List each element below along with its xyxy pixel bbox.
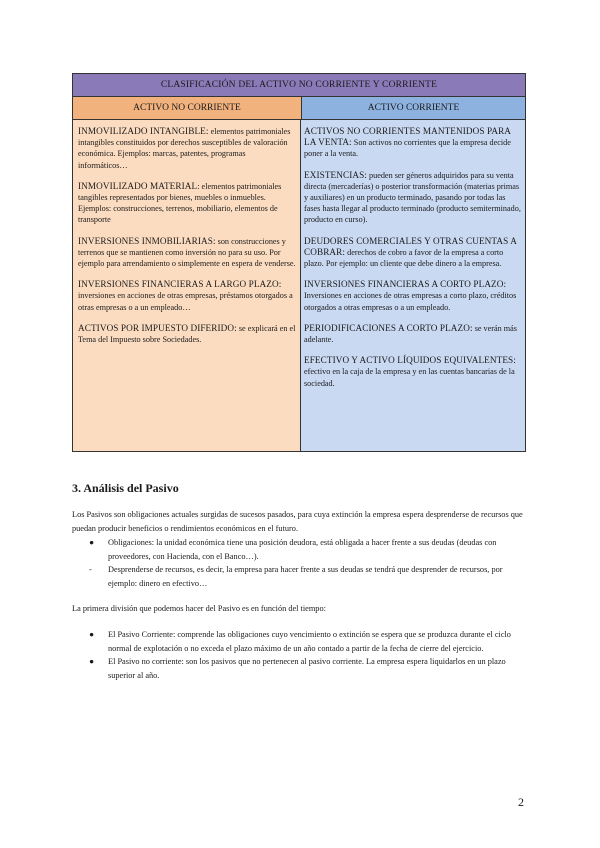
entry-efectivo — [304, 355, 521, 389]
list-item — [72, 655, 528, 682]
division-paragraph: La primera división que podemos hacer del Pasivo es en función del tiempo: — [72, 604, 326, 613]
entry-periodificaciones — [304, 323, 521, 345]
table-body — [73, 120, 525, 451]
list-item — [72, 536, 528, 563]
entry-text: Son activos no corrientes que la empresa decide poner a la venta. — [304, 138, 511, 159]
entry-deudores-comerciales — [304, 236, 521, 270]
entry-text: inversiones en acciones de otras empresas, préstamos otorgados a otras empresas o a un empleado… — [78, 291, 293, 312]
entry-text: se verán más adelante. — [304, 323, 517, 345]
bullet-marker: ● — [89, 630, 95, 639]
list-item — [72, 628, 528, 655]
dash-marker: - — [89, 565, 92, 575]
entry-text: efectivo en la caja de la empresa y en las cuentas bancarias de la sociedad. — [304, 367, 515, 388]
list-item-text: El Pasivo Corriente: comprende las obligaciones cuyo vencimiento o extinción se espera que se produzca durante el ciclo normal de explotación o no exceda el plazo máximo de un año contado a partir de la fecha de cierre del ejercicio. — [108, 630, 511, 653]
entry-activos-mantenidos-venta — [304, 126, 521, 160]
list-item-text: El Pasivo no corriente: son los pasivos que no pertenecen al pasivo corriente. La empresa espera liquidarlos en un plazo superior al año. — [108, 657, 506, 680]
entry-term: ACTIVOS NO CORRIENTES MANTENIDOS PARA LA VENTA: — [304, 126, 511, 148]
pasivo-features-list — [72, 536, 528, 590]
bullet-marker: ● — [89, 657, 95, 667]
entry-term: INMOVILIZADO MATERIAL — [78, 180, 198, 191]
entry-text: se explicará en el Tema del Impuesto sobre Sociedades. — [78, 323, 296, 345]
entry-inversiones-inmobiliarias — [78, 236, 296, 270]
entry-term: INVERSIONES FINANCIERAS A LARGO PLAZO: — [78, 279, 282, 290]
entry-term: INVERSIONES FINANCIERAS A CORTO PLAZO: — [304, 279, 507, 290]
entry-text: Inversiones en acciones de otras empresas a corto plazo, créditos otorgados a otras empresas o a un empleado. — [304, 291, 517, 312]
list-item-text: Obligaciones: la unidad económica tiene una posición deudora, está obligada a hacer frente a sus deudas (deudas con proveedores, con Hacienda, con el Banco…). — [108, 538, 497, 561]
classification-table — [72, 73, 526, 452]
header-activo-no-corriente: ACTIVO NO CORRIENTE — [73, 97, 302, 119]
entry-text: derechos de cobro a favor de la empresa a corto plazo. Por ejemplo: un cliente que debe dinero a la empresa. — [304, 247, 504, 269]
list-item — [72, 563, 528, 590]
list-item-text: Desprenderse de recursos, es decir, la empresa para hacer frente a sus deudas se tendrá que desprender de recursos, por ejemplo: dinero en efectivo… — [108, 565, 503, 588]
entry-inmovilizado-intangible — [78, 126, 296, 171]
bullet-marker: ● — [89, 538, 95, 547]
entry-term: INVERSIONES INMOBILIARIAS: — [78, 235, 216, 246]
entry-inversiones-financieras-cp — [304, 279, 521, 313]
table-header-row — [73, 97, 525, 120]
pasivo-types-list — [72, 628, 528, 682]
entry-text: son construcciones y terrenos que se mantienen como inversión no para su uso. Por ejemplo para arrendamiento o simplemente en espera de venderse. — [78, 236, 296, 269]
column-activo-corriente — [301, 120, 525, 451]
header-activo-corriente: ACTIVO CORRIENTE — [302, 97, 525, 119]
entry-text: : elementos patrimoniales tangibles representados por bienes, muebles o inmuebles. Ejemplos: construcciones, terrenos, mobiliario, elementos de transporte — [78, 181, 282, 225]
entry-text: pueden ser géneros adquiridos para su venta directa (mercaderías) o posterior transformación (materias primas y auxiliares) en un producto terminado, pasando por todas las fases hasta llegar al producto terminado (producto semiterminado, producto en curso). — [304, 170, 521, 225]
entry-inversiones-financieras-lp — [78, 279, 296, 313]
entry-term: EXISTENCIAS: — [304, 169, 367, 180]
entry-term: DEUDORES COMERCIALES Y OTRAS CUENTAS A COBRAR: — [304, 235, 517, 257]
entry-activos-impuesto-diferido — [78, 323, 296, 345]
page-number: 2 — [518, 795, 524, 809]
entry-existencias — [304, 170, 521, 226]
intro-paragraph: Los Pasivos son obligaciones actuales surgidas de sucesos pasados, para cuya extinción la empresa espera desprenderse de recursos que puedan producir beneficios o rendimientos económicos en el futuro. — [72, 510, 523, 533]
entry-inmovilizado-material — [78, 181, 296, 226]
column-activo-no-corriente — [73, 120, 301, 451]
entry-term: EFECTIVO Y ACTIVO LÍQUIDOS EQUIVALENTES: — [304, 355, 516, 366]
entry-term: PERIODIFICACIONES A CORTO PLAZO: — [304, 322, 473, 333]
section-heading: 3. Análisis del Pasivo — [72, 481, 179, 495]
entry-term: ACTIVOS POR IMPUESTO DIFERIDO: — [78, 322, 237, 333]
table-title: CLASIFICACIÓN DEL ACTIVO NO CORRIENTE Y CORRIENTE — [73, 74, 525, 97]
entry-term: INMOVILIZADO INTANGIBLE: — [78, 126, 209, 136]
entry-text: elementos patrimoniales intangibles constituidos por derechos susceptibles de valoración económica. Ejemplos: marcas, patentes, programas informáticos… — [78, 127, 291, 170]
